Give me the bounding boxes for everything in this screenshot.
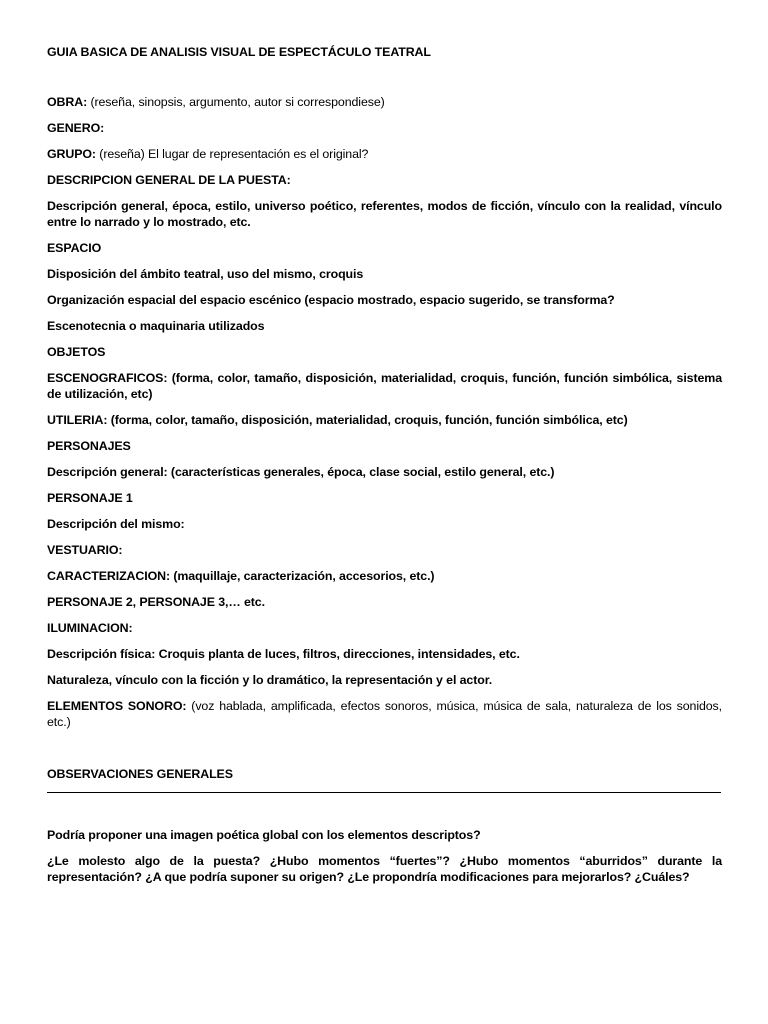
- objetos-heading: OBJETOS: [47, 345, 106, 359]
- pregunta-imagen-poetica: Podría proponer una imagen poética global con los elementos descriptos?: [47, 828, 481, 842]
- personajes-descripcion-general: Descripción general: (características generales, época, clase social, estilo general, etc.): [47, 465, 555, 479]
- grupo-line: [47, 146, 722, 162]
- utileria-label: UTILERIA:: [47, 413, 108, 427]
- elementos-sonoro-text: (voz hablada, amplificada, efectos sonoros, música, música de sala, naturaleza de los sonidos, etc.): [47, 699, 722, 729]
- elementos-sonoro-line: [47, 698, 722, 730]
- personaje-1-label: PERSONAJE 1: [47, 491, 133, 505]
- personajes-heading: PERSONAJES: [47, 439, 131, 453]
- espacio-item: Organización espacial del espacio escénico (espacio mostrado, espacio sugerido, se transforma?: [47, 293, 615, 307]
- escenograficos-line: [47, 370, 722, 402]
- iluminacion-heading: ILUMINACION:: [47, 621, 133, 635]
- iluminacion-item: Descripción física: Croquis planta de luces, filtros, direcciones, intensidades, etc.: [47, 647, 520, 661]
- espacio-item: Escenotecnia o maquinaria utilizados: [47, 319, 265, 333]
- escenograficos-label: ESCENOGRAFICOS:: [47, 371, 168, 385]
- grupo-label: GRUPO:: [47, 147, 96, 161]
- utileria-line: [47, 412, 722, 428]
- descripcion-del-mismo: Descripción del mismo:: [47, 517, 185, 531]
- descripcion-puesta-text: Descripción general, época, estilo, universo poético, referentes, modos de ficción, vínculo con la realidad, vínculo entre lo narrado y lo mostrado, etc.: [47, 199, 722, 229]
- grupo-text: (reseña) El lugar de representación es el original?: [95, 147, 369, 161]
- obra-text: (reseña, sinopsis, argumento, autor si correspondiese): [87, 95, 385, 109]
- espacio-heading: ESPACIO: [47, 241, 102, 255]
- espacio-item: Disposición del ámbito teatral, uso del mismo, croquis: [47, 267, 364, 281]
- vestuario-label: VESTUARIO:: [47, 543, 123, 557]
- iluminacion-item: Naturaleza, vínculo con la ficción y lo dramático, la representación y el actor.: [47, 673, 493, 687]
- obra-line: [47, 94, 722, 110]
- elementos-sonoro-label: ELEMENTOS SONORO:: [47, 699, 187, 713]
- genero-label: GENERO:: [47, 121, 105, 135]
- otros-personajes: PERSONAJE 2, PERSONAJE 3,… etc.: [47, 595, 265, 609]
- descripcion-general-puesta-label: DESCRIPCION GENERAL DE LA PUESTA:: [47, 173, 291, 187]
- pregunta-puesta: ¿Le molesto algo de la puesta? ¿Hubo momentos “fuertes”? ¿Hubo momentos “aburridos” durante la representación? ¿A que podría suponer su origen? ¿Le propondría modificaciones para mejorarlos? ¿Cuáles?: [47, 854, 722, 884]
- document-title: GUIA BASICA DE ANALISIS VISUAL DE ESPECTÁCULO TEATRAL: [47, 45, 431, 59]
- utileria-text: (forma, color, tamaño, disposición, materialidad, croquis, función, función simbólica, etc): [107, 413, 628, 427]
- caracterizacion-line: CARACTERIZACION: (maquillaje, caracterización, accesorios, etc.): [47, 569, 435, 583]
- observaciones-divider: [47, 792, 721, 793]
- observaciones-heading: OBSERVACIONES GENERALES: [47, 767, 233, 781]
- escenograficos-text: (forma, color, tamaño, disposición, materialidad, croquis, función, función simbólica, sistema de utilización, etc): [47, 371, 722, 401]
- obra-label: OBRA:: [47, 95, 88, 109]
